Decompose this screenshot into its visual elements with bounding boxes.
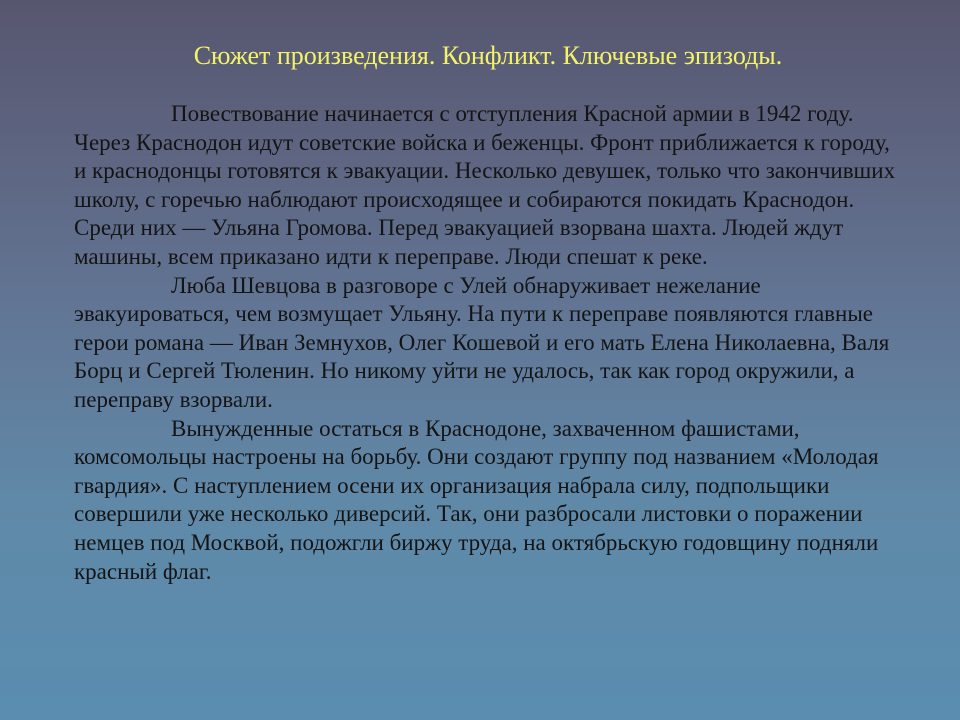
paragraph-2: Люба Шевцова в разговоре с Улей обнаруживает нежелание эвакуироваться, чем возмущает Ульяну. На пути к переправе появляются главные герои романа — Иван Земнухов, Олег Кошевой и его мать Елена Николаевна, Валя Борц и Сергей Тюленин. Но никому уйти не удалось, так как город окружили, а переправу взорвали. bbox=[74, 272, 890, 412]
paragraph-3: Вынужденные остаться в Краснодоне, захваченном фашистами, комсомольцы настроены на борьбу. Они создают группу под названием «Молодая гвардия». С наступлением осени их организация набрала силу, подпольщики совершили уже несколько диверсий. Так, они разбросали листовки о поражении немцев под Москвой, подожгли биржу труда, на октябрьскую годовщину подняли красный флаг. bbox=[74, 415, 879, 584]
slide-body bbox=[74, 100, 904, 586]
slide-title: Сюжет произведения. Конфликт. Ключевые эпизоды. bbox=[193, 41, 783, 70]
paragraph-1: Повествование начинается с отступления Красной армии в 1942 году. Через Краснодон идут советские войска и беженцы. Фронт приближается к городу, и краснодонцы готовятся к эвакуации. Несколько девушек, только что закончивших школу, с горечью наблюдают происходящее и собираются покидать Краснодон. Среди них — Ульяна Громова. Перед эвакуацией взорвана шахта. Людей ждут машины, всем приказано идти к переправе. Люди спешат к реке. bbox=[74, 101, 896, 269]
